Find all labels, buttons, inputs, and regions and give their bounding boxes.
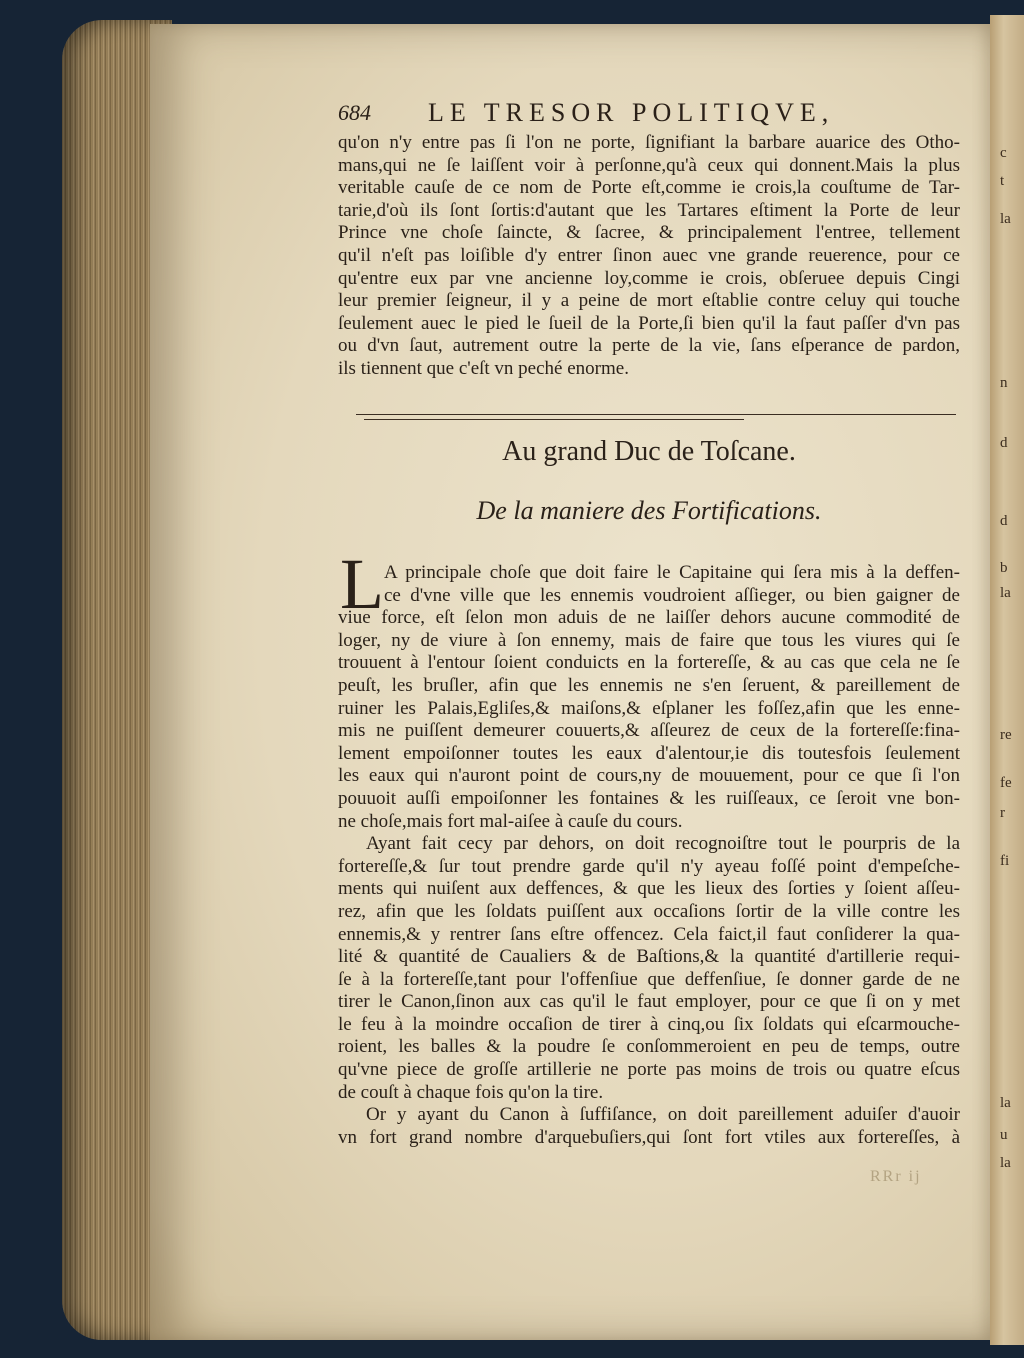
margin-fragment: b [1000,560,1008,576]
margin-fragment: la [1000,1155,1011,1171]
margin-fragment: fi [1000,853,1010,869]
catchword: RRr ij [870,1168,922,1185]
margin-fragment: re [1000,727,1012,743]
text-line: peuſt, les bruſler, afin que les ennemis ne s'en ſeruent, & pareillement de [338,674,960,696]
margin-fragment: t [1000,173,1005,189]
section-title: Au grand Duc de Toſcane. [502,436,796,467]
text-line: roient, les balles & la poudre ſe conſommeroient en peu de temps, outre [338,1036,960,1058]
text-line: vn fort grand nombre d'arquebuſiers,qui ſont fort vtiles aux forterеſſes, à [338,1126,960,1148]
text-line: ments qui nuiſent aux deffences, & que les lieux des ſorties y ſoient aſſeu- [338,878,960,900]
text-line: rez, afin que les ſoldats puiſſent aux occaſions ſortir de la ville contre les [338,900,960,922]
main-text-body [338,562,960,1149]
text-line: pouuoit auſſi empoiſonner les fontaines & les ruiſſeaux, ce ſeroit vne bon- [338,787,960,809]
text-line: ennemis,& y rentrer ſans eſtre offencez. Cela faict,il faut conſiderer la qua- [338,923,960,945]
text-line: les eaux qui n'auront point de cours,ny de mouuement, pour ce que ſi l'on [338,765,960,787]
text-line: ou d'vn ſaut, autrement outre la perte de la vie, ſans eſperance de pardon, [338,335,960,357]
margin-fragment: r [1000,805,1005,821]
margin-fragment: c [1000,145,1007,161]
margin-fragment: la [1000,585,1011,601]
section-divider [356,414,956,424]
text-line: lement empoiſonner toutes les eaux d'alentour,ie dis toutesfois ſeulement [338,742,960,764]
text-line: ſe à la forterеſſe,tant pour l'offenſiue que deffenſiue, ſe donner garde de ne [338,968,960,990]
text-line: mis ne puiſſent demeurer couuerts,& aſſeurez de ceux de la forterеſſe:fina- [338,720,960,742]
margin-fragment: fe [1000,775,1012,791]
text-line: ils tiennent que c'eſt vn peché enorme. [338,357,629,379]
text-line: mans,qui ne ſe laiſſent voir à perſonne,qu'à ceux qui donnent.Mais la plus [338,154,960,176]
margin-fragment: la [1000,211,1011,227]
text-line: qu'vne piece de groſſe artillerie ne porte pas moins de trois ou quatre eſcus [338,1059,960,1081]
text-line: ſeulement auec le pied le ſueil de la Porte,ſi bien qu'il la faut paſſer d'vn pas [338,312,960,334]
text-line: Or y ayant du Canon à ſuffiſance, on doit pareillement aduiſer d'auoir [366,1104,960,1126]
text-line: Prince vne choſe ſaincte, & ſacree, & principalement l'entree, tellement [338,222,960,244]
text-line: trouuent à l'entour ſoient conduicts en la forterеſſe, & au cas que cela ne ſe [338,652,960,674]
text-line: le feu à la moindre occaſion de tirer à cinq,ou ſix ſoldats qui eſcarmouche- [338,1013,960,1035]
margin-fragment: d [1000,435,1008,451]
section-subtitle: De la maniere des Fortifications. [476,496,822,525]
margin-fragment: n [1000,375,1008,391]
text-line: qu'entre eux par vne ancienne loy,comme ie crois, obſeruee depuis Cingi [338,267,960,289]
divider-rule-bottom [364,419,744,420]
text-line: ruiner les Palais,Egliſes,& maiſons,& eſplaner les foſſez,afin que les enne- [338,697,960,719]
facing-page-edge [990,15,1024,1345]
text-line: Ayant fait cecy par dehors, on doit recognoiſtre tout le pourpris de la [366,833,960,855]
text-line: lité & quantité de Caualiers & de Baſtions,& la quantité d'artillerie requi- [338,946,960,968]
page-header [338,96,958,136]
margin-fragment: d [1000,513,1008,529]
margin-fragment: u [1000,1127,1008,1143]
text-line: A principale choſe que doit faire le Capitaine qui ſera mis à la deffen- [384,562,960,583]
text-line: viue force, eſt ſelon mon aduis de ne laiſſer dehors aucune commodité de [338,607,960,629]
drop-capital: L [340,544,384,624]
text-line: de couſt à chaque fois qu'on la tire. [338,1081,604,1103]
text-line: qu'on n'y entre pas ſi l'on ne porte, ſignifiant la barbare auarice des Otho- [338,132,960,153]
text-line: ne choſe,mais fort mal-aiſee à cauſe du cours. [338,810,683,832]
text-line: forterеſſe,& ſur tout prendre garde qu'il n'y ayeau foſſé point d'empeſche- [338,855,960,877]
margin-fragment: la [1000,1095,1011,1111]
divider-rule-top [356,414,956,415]
text-line: qu'il n'eſt pas loiſible d'y entrer ſinon auec vne grande reuerence, pour ce [338,244,960,266]
running-title: LE TRESOR POLITIQVE, [428,98,835,127]
text-line: leur premier ſeigneur, il y a peine de mort eſtablie contre celuy qui touche [338,290,960,312]
text-line: tirer le Canon,ſinon aux cas qu'il le faut employer, pour ce que ſi on y met [338,991,960,1013]
text-line: tarie,d'où ils ſont ſortis:d'autant que les Tartares eſtiment la Porte de leur [338,199,960,221]
continued-paragraph [338,132,960,381]
page-number: 684 [338,100,371,125]
text-line: ce d'vne ville que les ennemis voudroient aſſieger, ou bien gaigner de [384,584,960,606]
text-line: veritable cauſe de ce nom de Porte eſt,comme ie crois,la couſtume de Tar- [338,177,960,199]
text-line: loger, ny de viure à ſon ennemy, mais de faire que tous les viures qui ſe [338,629,960,651]
